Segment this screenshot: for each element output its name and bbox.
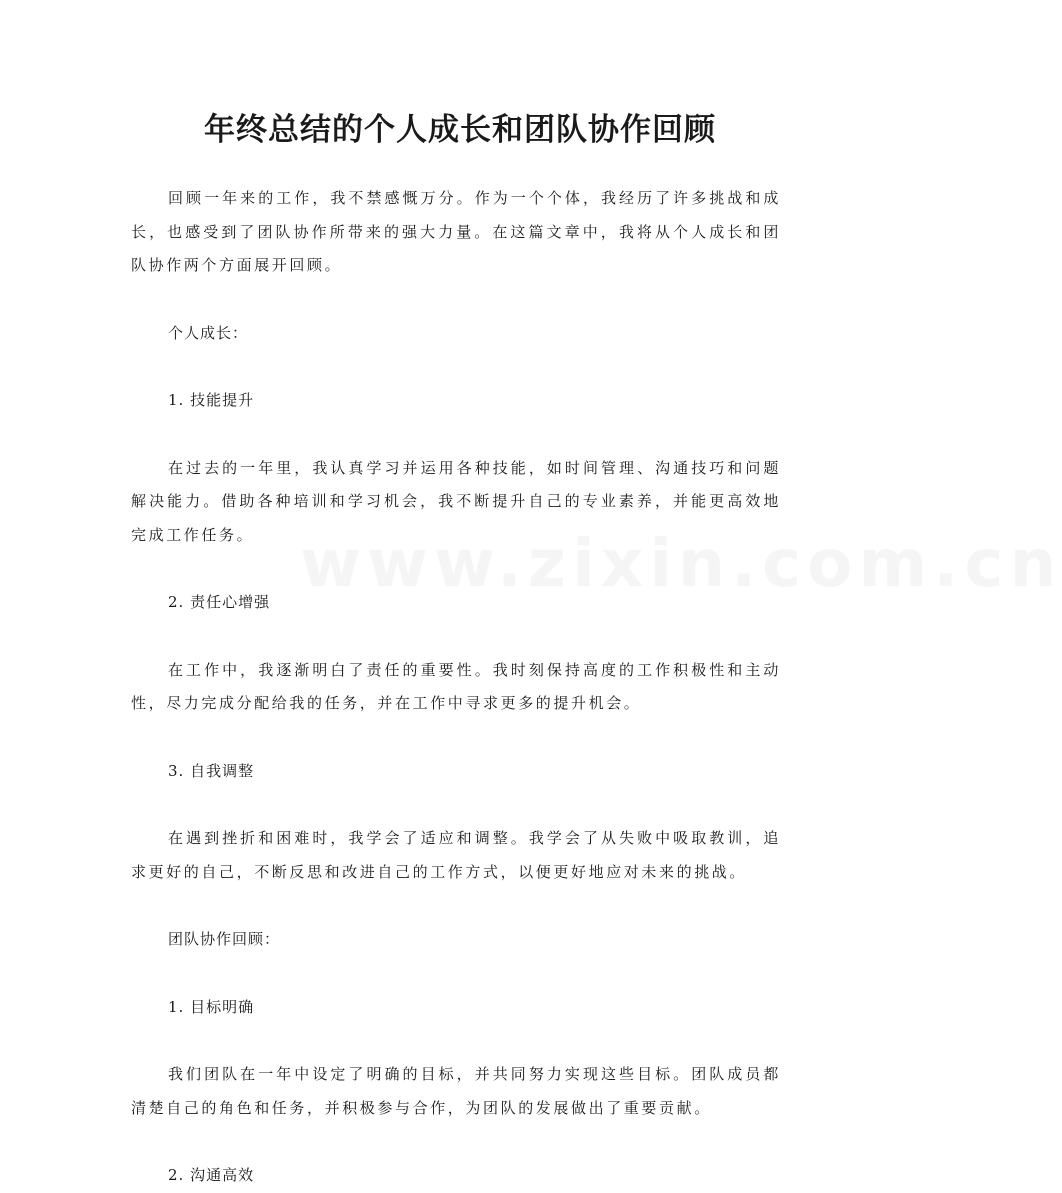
paragraph-responsibility: 在工作中，我逐渐明白了责任的重要性。我时刻保持高度的工作积极性和主动性，尽力完成分配给我的任务，并在工作中寻求更多的提升机会。 <box>131 660 781 712</box>
intro-paragraph: 回顾一年来的工作，我不禁感慨万分。作为一个个体，我经历了许多挑战和成长，也感受到了团队协作所带来的强大力量。在这篇文章中，我将从个人成长和团队协作两个方面展开回顾。 <box>131 189 781 274</box>
document-body <box>131 182 781 1193</box>
paragraph-self-adjustment: 在遇到挫折和困难时，我学会了适应和调整。我学会了从失败中吸取教训，追求更好的自己，不断反思和改进自己的工作方式，以便更好地应对未来的挑战。 <box>131 829 781 881</box>
section-heading-personal-growth: 个人成长： <box>168 323 249 342</box>
paragraph-clear-goals: 我们团队在一年中设定了明确的目标，并共同努力实现这些目标。团队成员都清楚自己的角色和任务，并积极参与合作，为团队的发展做出了重要贡献。 <box>131 1065 781 1117</box>
document-title: 年终总结的个人成长和团队协作回顾 <box>204 112 716 148</box>
paragraph-skill-improvement: 在过去的一年里，我认真学习并运用各种技能，如时间管理、沟通技巧和问题解决能力。借助各种培训和学习机会，我不断提升自己的专业素养，并能更高效地完成工作任务。 <box>131 458 781 544</box>
subheading-responsibility: 2. 责任心增强 <box>168 593 271 611</box>
watermark: www.zixin.com.cn <box>300 525 1062 602</box>
subheading-skill-improvement: 1. 技能提升 <box>168 391 255 409</box>
subheading-self-adjustment: 3. 自我调整 <box>168 761 255 780</box>
section-heading-team-collaboration: 团队协作回顾： <box>168 930 281 948</box>
subheading-clear-goals: 1. 目标明确 <box>168 997 255 1016</box>
subheading-efficient-communication: 2. 沟通高效 <box>168 1166 255 1184</box>
